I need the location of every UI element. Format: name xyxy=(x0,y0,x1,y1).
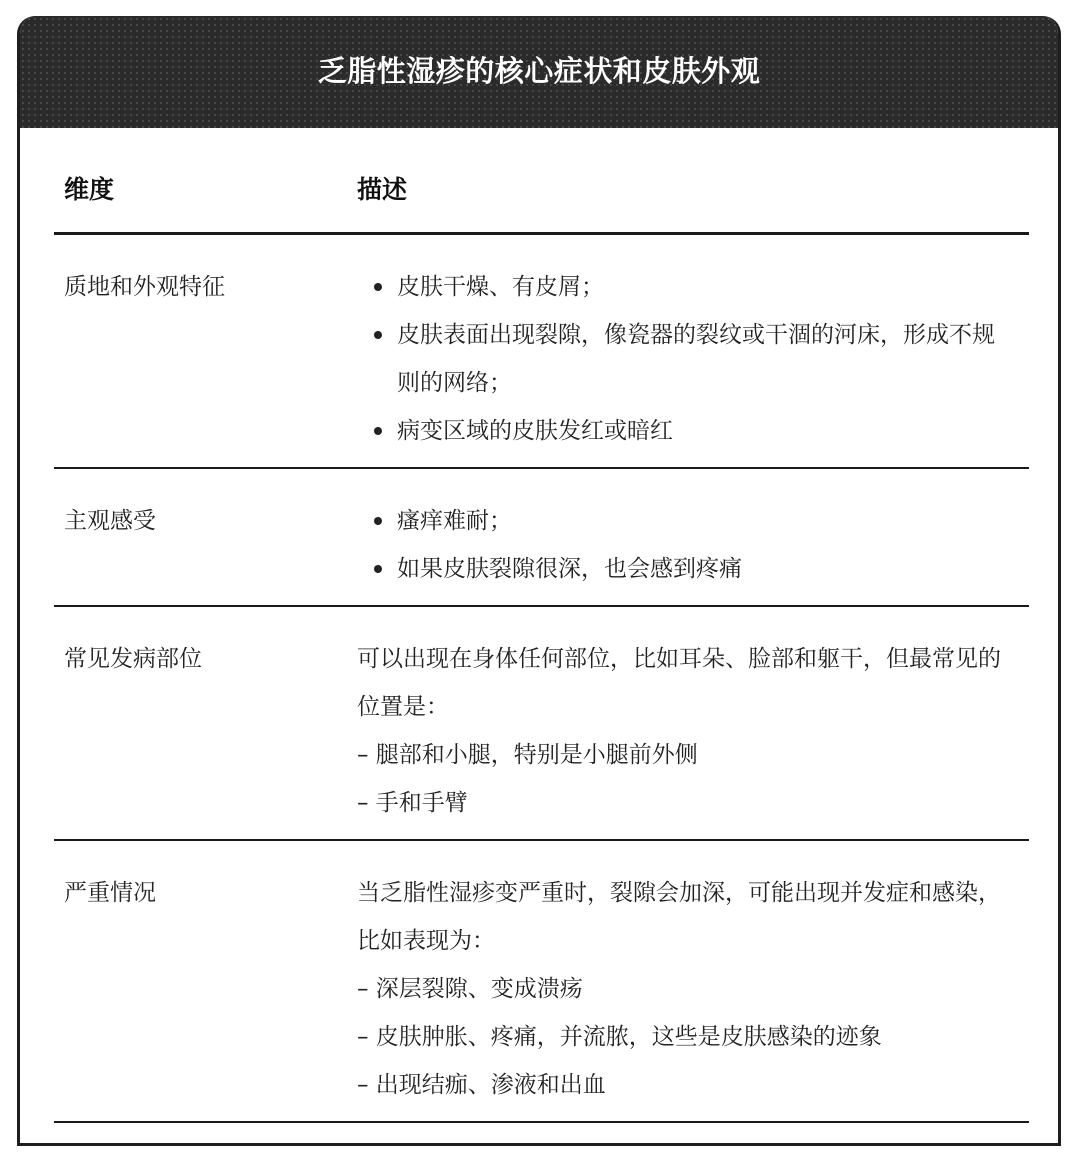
table-row-feeling xyxy=(54,469,1029,607)
row-description xyxy=(357,635,1017,827)
row-description xyxy=(357,497,1017,593)
description-dash-item: – 出现结痂、渗液和出血 xyxy=(357,1072,606,1098)
card-header xyxy=(20,16,1058,128)
row-label: 严重情况 xyxy=(64,880,156,906)
row-label: 质地和外观特征 xyxy=(64,274,225,300)
description-dash-item: – 腿部和小腿，特别是小腿前外侧 xyxy=(357,742,698,768)
row-description xyxy=(357,263,1017,455)
description-text: 可以出现在身体任何部位，比如耳朵、脸部和躯干，但最常见的位置是： xyxy=(357,646,1001,720)
symptom-table xyxy=(54,128,1029,1123)
card-title: 乏脂性湿疹的核心症状和皮肤外观 xyxy=(317,53,761,88)
bullet-list xyxy=(357,497,1017,593)
list-item: 皮肤干燥、有皮屑； xyxy=(357,263,1017,311)
column-header-dimension: 维度 xyxy=(64,175,115,204)
table-row-texture xyxy=(54,235,1029,469)
bullet-list xyxy=(357,263,1017,455)
table-row-location xyxy=(54,607,1029,841)
symptom-card xyxy=(17,16,1061,1146)
list-item: 皮肤表面出现裂隙，像瓷器的裂纹或干涸的河床，形成不规则的网络； xyxy=(357,311,1017,407)
row-description xyxy=(357,869,1017,1109)
list-item: 瘙痒难耐； xyxy=(357,497,1017,545)
row-label: 主观感受 xyxy=(64,508,156,534)
list-item: 病变区域的皮肤发红或暗红 xyxy=(357,407,1017,455)
table-header xyxy=(54,128,1029,235)
column-header-description: 描述 xyxy=(357,175,408,204)
list-item: 如果皮肤裂隙很深，也会感到疼痛 xyxy=(357,545,1017,593)
description-dash-item: – 手和手臂 xyxy=(357,790,468,816)
description-dash-item: – 深层裂隙、变成溃疡 xyxy=(357,976,583,1002)
description-dash-item: – 皮肤肿胀、疼痛，并流脓，这些是皮肤感染的迹象 xyxy=(357,1024,882,1050)
table-row-severe xyxy=(54,841,1029,1123)
description-text: 当乏脂性湿疹变严重时，裂隙会加深，可能出现并发症和感染，比如表现为： xyxy=(357,880,1001,954)
row-label: 常见发病部位 xyxy=(64,646,202,672)
